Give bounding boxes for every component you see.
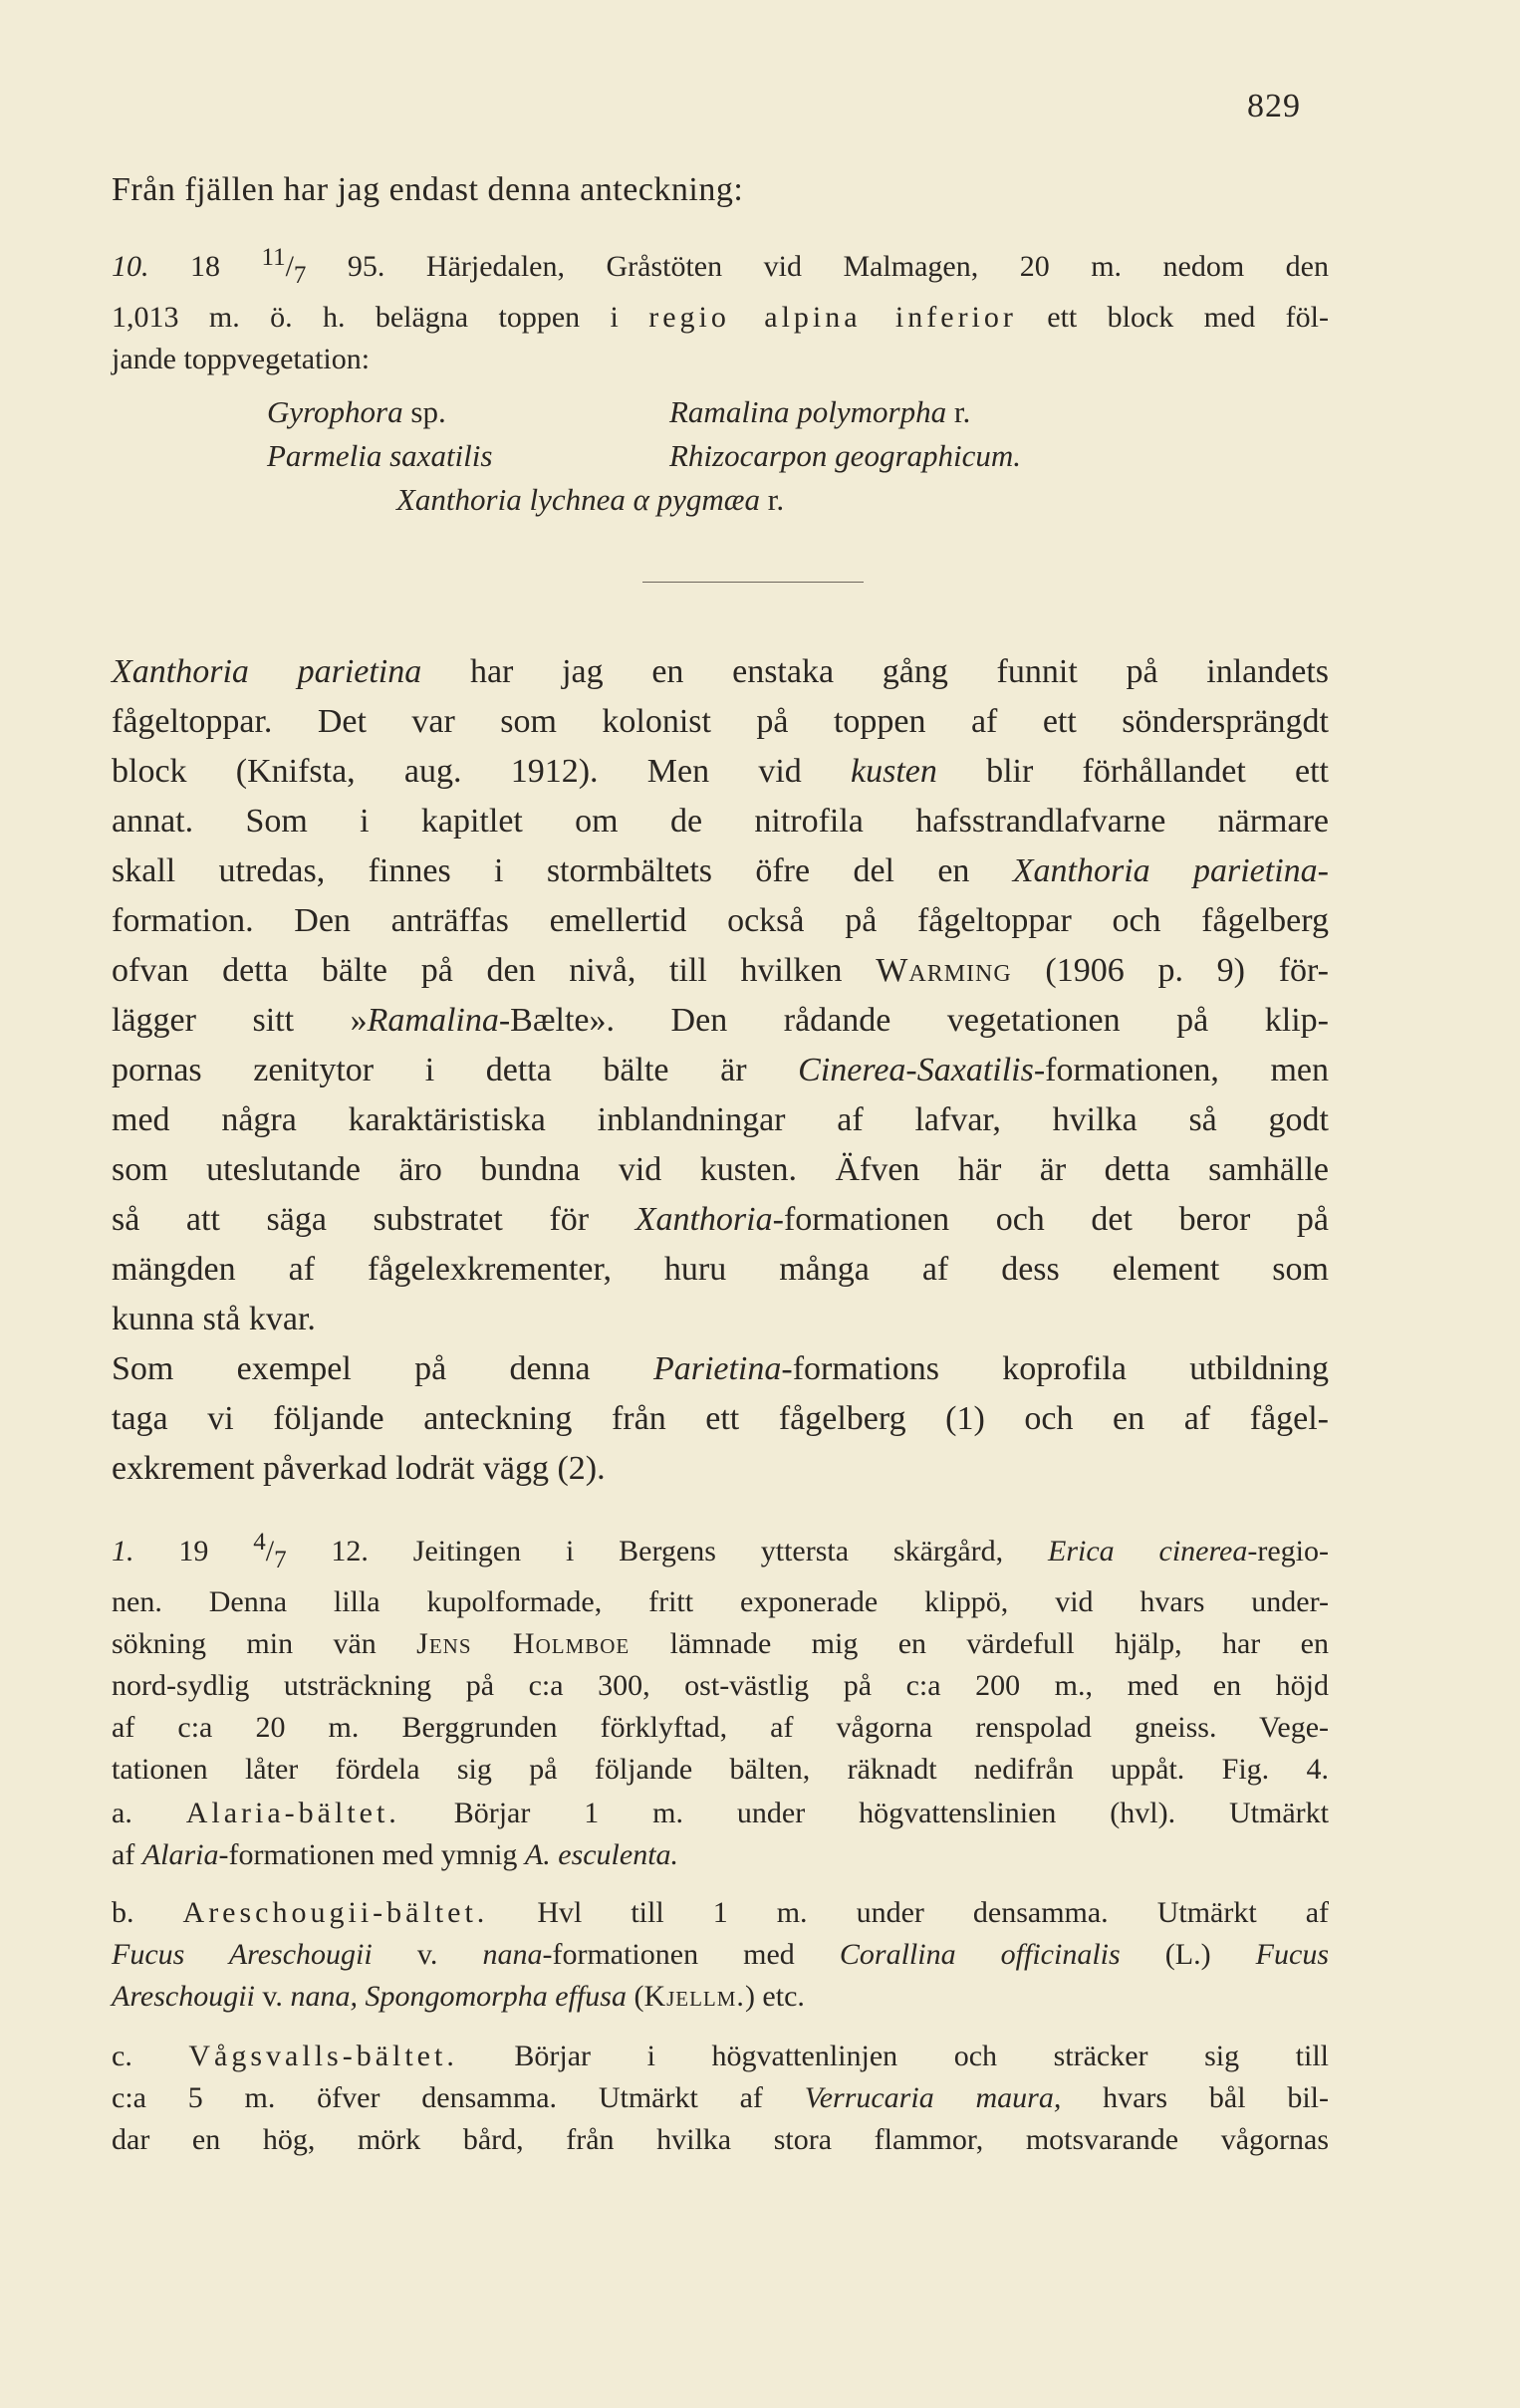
species-ref: Xanthoria parietina- [1012, 852, 1329, 889]
intro-line: Från fjällen har jag endast denna anteckning: [112, 171, 744, 208]
para-text: ofvan detta bälte på den nivå, till hvilken [112, 952, 877, 989]
species-ref: Xanthoria parietina [112, 653, 422, 690]
belt-a-line [112, 1793, 1329, 1834]
belt-name: Alaria-bältet. [185, 1797, 400, 1829]
para-line: mängden af fågelexkrementer, huru många af dess element som [112, 1251, 1329, 1288]
species-ref: Corallina officinalis [839, 1938, 1121, 1971]
entry-1-line: tationen låter fördela sig på följande bälten, räknadt nedifrån uppåt. Fig. 4. [112, 1753, 1329, 1786]
entry-text: sökning min vän [112, 1627, 417, 1660]
belt-text: v. [372, 1938, 483, 1971]
species-suffix: r. [759, 482, 785, 517]
species-gyrophora [267, 394, 446, 430]
entry-text: 12. Jeitingen i Bergens yttersta skärgård, [286, 1535, 1049, 1567]
belt-text: Börjar i högvattenlinjen och sträcker sig till [457, 2040, 1329, 2072]
belt-b-line [112, 1976, 1329, 2018]
para-line [112, 647, 1329, 697]
belt-text: -formationen med [542, 1938, 840, 1971]
para-line [112, 747, 1329, 797]
entry-date-slash: / [265, 1535, 275, 1567]
belt-c [112, 2036, 1329, 2161]
para-text: pornas zenitytor i detta bälte är [112, 1052, 799, 1088]
belt-a-line [112, 1834, 1329, 1876]
belt-text: (L.) [1120, 1938, 1256, 1971]
species-ref: Alaria [141, 1838, 219, 1871]
species-suffix: r. [946, 394, 971, 429]
entry-10-line-3: jande toppvegetation: [112, 343, 371, 375]
entry-text: 1,013 m. ö. h. belägna toppen i [112, 301, 649, 334]
para-line [112, 1195, 1329, 1245]
entry-date-num: 4 [253, 1529, 266, 1556]
belt-text: -formationen med ymnig [218, 1838, 525, 1871]
entry-10-line-1 [112, 237, 1329, 297]
species-ref: Cinerea-Saxatilis [798, 1052, 1034, 1088]
species-parmelia: Parmelia saxatilis [267, 438, 493, 473]
entry-10-line-2 [112, 297, 1329, 339]
species-name: Xanthoria lychnea α pygmæa [396, 482, 760, 517]
para-text: blir förhållandet ett [936, 753, 1329, 790]
belt-c-line [112, 2077, 1329, 2119]
belt-text: c:a 5 m. öfver densamma. Utmärkt af [112, 2081, 805, 2114]
entry-1-line [112, 1522, 1329, 1581]
para-line: annat. Som i kapitlet om de nitrofila hafsstrandlafvarne närmare [112, 803, 1329, 840]
species-suffix: sp. [402, 394, 446, 429]
belt-letter: b. [112, 1896, 183, 1929]
species-ref: Erica cinerea [1048, 1535, 1248, 1567]
entry-region: regio alpina inferior [648, 301, 1017, 334]
species-ref: Fucus Areschougii [112, 1938, 373, 1971]
entry-number: 1. [112, 1535, 134, 1567]
belt-name: Areschougii-bältet. [182, 1896, 489, 1929]
belt-text: hvars bål bil- [1061, 2081, 1329, 2114]
para-line: exkrement påverkad lodrät vägg (2). [112, 1450, 606, 1487]
para-text: (1906 p. 9) för- [1011, 952, 1329, 989]
entry-text: lämnade mig en värdefull hjälp, har en [630, 1627, 1329, 1660]
belt-text: Börjar 1 m. under högvattenslinien (hvl). Utmärkt [399, 1797, 1329, 1829]
para-text: -formationen, men [1033, 1052, 1329, 1088]
belt-c-line: dar en hög, mörk bård, från hvilka stora flammor, motsvarande vågornas [112, 2123, 1329, 2156]
species-xanthoria [396, 482, 784, 518]
para-text: Som exempel på denna [112, 1350, 653, 1387]
entry-date-day: 18 [148, 250, 262, 283]
para-text: har jag en enstaka gång funnit på inlandets [421, 653, 1330, 690]
para-text: block (Knifsta, aug. 1912). Men vid [112, 753, 851, 790]
belt-name: Vågsvalls-bältet. [188, 2040, 458, 2072]
species-ref: nana [482, 1938, 543, 1971]
belt-text: ) etc. [744, 1980, 805, 2013]
para-text: så att säga substratet för [112, 1201, 635, 1238]
section-divider [642, 582, 864, 583]
para-line: som uteslutande äro bundna vid kusten. Äfven här är detta samhälle [112, 1151, 1329, 1188]
belt-letter: a. [112, 1797, 186, 1829]
para-line: taga vi följande anteckning från ett fågelberg (1) och en af fågel- [112, 1400, 1329, 1437]
species-rhizocarpon: Rhizocarpon geographicum. [669, 438, 1022, 473]
entry-1 [112, 1522, 1329, 1791]
para-line [112, 1046, 1329, 1095]
belt-b-line [112, 1934, 1329, 1976]
entry-1-line: af c:a 20 m. Berggrunden förklyftad, af vågorna renspolad gneiss. Vege- [112, 1711, 1329, 1744]
entry-number: 10. [112, 250, 149, 283]
belt-text: v. [254, 1980, 291, 2013]
entry-date-den: 7 [293, 262, 307, 289]
entry-text: ett block med föl- [1016, 301, 1329, 334]
belt-c-line [112, 2036, 1329, 2077]
author-ref: Warming [876, 952, 1012, 989]
species-name: Gyrophora [267, 394, 403, 429]
belt-text: Hvl till 1 m. under densamma. Utmärkt af [488, 1896, 1330, 1929]
page-number: 829 [1247, 88, 1301, 124]
para-line: formation. Den anträffas emellertid också på fågeltoppar och fågelberg [112, 902, 1329, 939]
para-line: fågeltoppar. Det var som kolonist på toppen af ett söndersprängdt [112, 703, 1329, 740]
entry-text: 95. Härjedalen, Gråstöten vid Malmagen, 20 m. nedom den [306, 250, 1330, 283]
entry-date-slash: / [285, 250, 294, 283]
species-ref: Xanthoria [634, 1201, 773, 1238]
entry-text: -regio- [1247, 1535, 1329, 1567]
para-line [112, 946, 1329, 996]
entry-1-line: nord-sydlig utsträckning på c:a 300, ost-västlig på c:a 200 m., med en höjd [112, 1669, 1329, 1702]
species-ref: nana, Spongomorpha effusa [290, 1980, 627, 2013]
para-line [112, 846, 1329, 896]
entry-date-den: 7 [274, 1547, 287, 1573]
para-text: -Bælte». Den rådande vegetationen på klip- [498, 1002, 1329, 1039]
para-line: kunna stå kvar. [112, 1301, 316, 1337]
belt-b [112, 1892, 1329, 2018]
entry-10 [112, 237, 1329, 380]
main-paragraph [112, 647, 1329, 1494]
para-line [112, 1344, 1329, 1394]
person-ref: Jens Holmboe [416, 1627, 631, 1660]
species-ramalina [669, 394, 970, 430]
entry-date-num: 11 [261, 244, 286, 271]
entry-date-day: 19 [133, 1535, 254, 1567]
species-ref: Verrucaria maura, [804, 2081, 1062, 2114]
entry-1-line: nen. Denna lilla kupolformade, fritt exponerade klippö, vid hvars under- [112, 1585, 1329, 1618]
entry-1-line [112, 1623, 1329, 1665]
para-text: skall utredas, finnes i stormbältets öfre del en [112, 852, 1013, 889]
species-ref: Fucus [1255, 1938, 1329, 1971]
belt-a [112, 1793, 1329, 1876]
belt-text: af [112, 1838, 142, 1871]
belt-text: ( [626, 1980, 644, 2013]
emphasis: kusten [851, 753, 937, 790]
para-text: -formationen och det beror på [772, 1201, 1329, 1238]
species-ref: Areschougii [112, 1980, 255, 2013]
para-line: med några karaktäristiska inblandningar af lafvar, hvilka så godt [112, 1101, 1329, 1138]
para-line [112, 996, 1329, 1046]
species-ref: Ramalina [367, 1002, 499, 1039]
species-ref: A. esculenta. [524, 1838, 679, 1871]
para-text: -formations koprofila utbildning [781, 1350, 1330, 1387]
species-ref: Parietina [652, 1350, 782, 1387]
species-name: Ramalina polymorpha [669, 394, 947, 429]
author-ref: Kjellm. [643, 1980, 745, 2013]
belt-b-line [112, 1892, 1329, 1934]
para-text: lägger sitt » [112, 1002, 368, 1039]
belt-letter: c. [112, 2040, 189, 2072]
